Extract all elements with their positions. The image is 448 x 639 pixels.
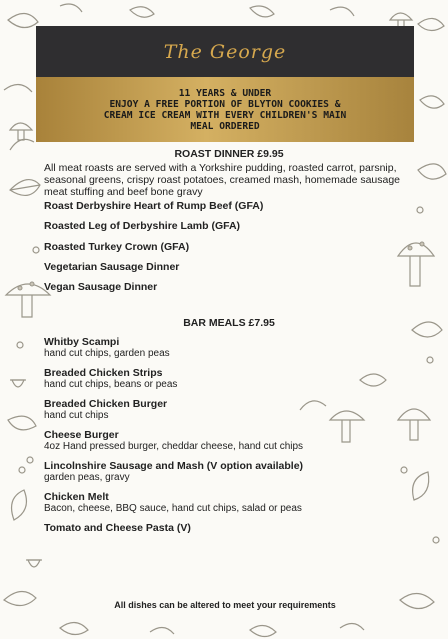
banner-line: 11 YEARS & UNDER — [178, 87, 272, 99]
menu-item-description: Bacon, cheese, BBQ sauce, hand cut chips, salad or peas — [44, 503, 302, 515]
menu-content — [44, 148, 414, 541]
menu-item — [44, 491, 414, 515]
roast-section-title: ROAST DINNER £9.95 — [174, 148, 284, 160]
menu-item — [44, 429, 414, 453]
brand-logo-text: The George — [163, 40, 287, 63]
menu-item-description: 4oz Hand pressed burger, cheddar cheese, hand cut chips — [44, 441, 304, 453]
menu-item-description: garden peas, gravy — [44, 472, 130, 484]
menu-item-name: Breaded Chicken Burger — [44, 398, 168, 411]
footer-note: All dishes can be altered to meet your requirements — [114, 600, 336, 610]
kids-offer-banner — [36, 77, 414, 142]
menu-item-name: Roasted Leg of Derbyshire Lamb (GFA) — [44, 220, 241, 233]
banner-line: MEAL ORDERED — [190, 120, 260, 132]
menu-item-name: Breaded Chicken Strips — [44, 367, 163, 380]
bar-section-title: BAR MEALS £7.95 — [183, 317, 275, 330]
leaf-icon — [60, 622, 364, 636]
leaf-icon — [4, 139, 40, 605]
roast-description: All meat roasts are served with a Yorkshire pudding, roasted carrot, parsnip, seasonal greens, crispy roast potatoes, creamed mash, homemade sausage meat stuffing and beef bone gravy — [44, 162, 401, 198]
acorn-icon — [10, 380, 42, 567]
menu-item — [44, 460, 414, 484]
menu-item-description: hand cut chips — [44, 410, 109, 422]
banner-line: ENJOY A FREE PORTION OF BLYTON COOKIES & — [109, 98, 341, 110]
menu-item-name: Lincolnshire Sausage and Mash (V option available) — [44, 460, 304, 473]
menu-item-name: Vegan Sausage Dinner — [44, 281, 158, 294]
menu-item-name: Chicken Melt — [44, 491, 109, 504]
menu-item-name: Roast Derbyshire Heart of Rump Beef (GFA) — [44, 200, 264, 212]
menu-item-name: Cheese Burger — [44, 429, 119, 442]
menu-item-description: hand cut chips, garden peas — [44, 348, 170, 360]
menu-item — [44, 522, 414, 534]
menu-item-name: Whitby Scampi — [44, 336, 120, 349]
menu-item-name: Tomato and Cheese Pasta (V) — [44, 522, 191, 535]
menu-item-name: Roasted Turkey Crown (GFA) — [44, 240, 190, 253]
menu-item — [44, 336, 414, 360]
banner-line: CREAM ICE CREAM WITH EVERY CHILDREN'S MAIN — [103, 109, 347, 121]
menu-item — [44, 367, 414, 391]
berry-icon — [17, 247, 39, 473]
brand-header — [36, 26, 414, 77]
menu-item — [44, 398, 414, 422]
menu-item-description: hand cut chips, beans or peas — [44, 379, 178, 391]
menu-item-name: Vegetarian Sausage Dinner — [44, 260, 180, 273]
